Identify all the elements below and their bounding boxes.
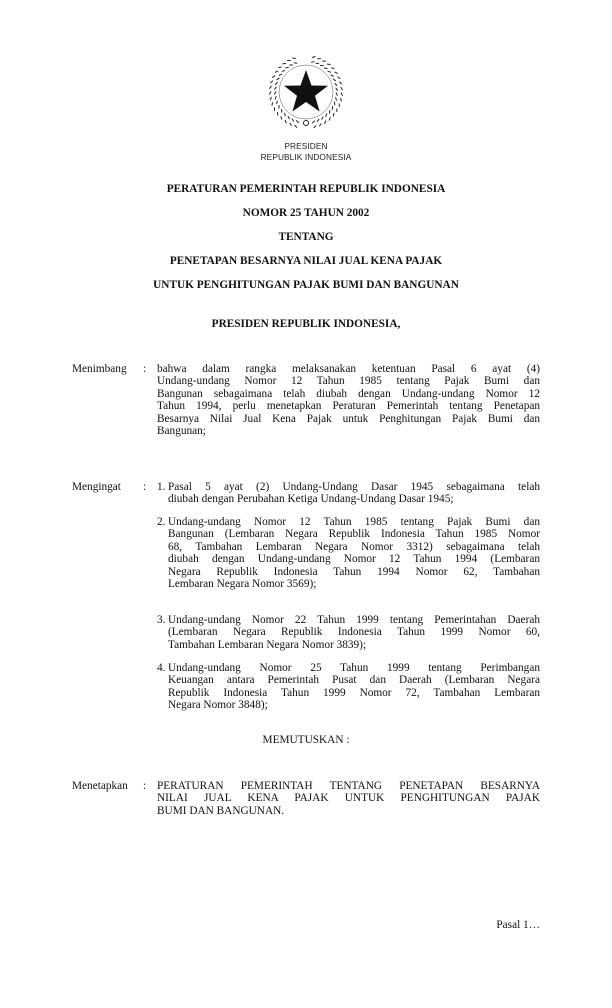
wreath-leaf bbox=[326, 114, 327, 117]
emblem-caption-republik: REPUBLIK INDONESIA bbox=[260, 152, 352, 162]
wreath-leaf bbox=[328, 71, 331, 72]
wreath-leaf bbox=[340, 98, 341, 101]
wreath-leaf bbox=[341, 87, 343, 90]
mengingat-item-2 bbox=[168, 516, 540, 590]
menimbang-label: Menimbang bbox=[72, 363, 127, 375]
wreath-leaf bbox=[277, 101, 278, 104]
text-line: Tahun 1994, perlu menetapkan Peraturan Pemerintah tentang Penetapan bbox=[157, 400, 540, 413]
text-line: diubah dengan Undang-undang Nomor 12 Tahun 1994 (Lembaran bbox=[168, 553, 540, 566]
wreath-leaf bbox=[296, 120, 298, 123]
text-line: Keuangan antara Pemerintah Pusat dan Daerah (Lembaran Negara bbox=[168, 674, 540, 687]
wreath-leaf bbox=[331, 75, 334, 77]
mengingat-item-3 bbox=[168, 614, 540, 651]
mengingat-item-1-number: 1. bbox=[157, 481, 166, 493]
memutuskan-heading: MEMUTUSKAN : bbox=[262, 734, 350, 746]
wreath-leaf bbox=[336, 88, 338, 91]
wreath-leaf bbox=[324, 68, 327, 69]
wreath-leaf bbox=[335, 83, 337, 86]
text-line: Lembaran Negara Nomor 3569); bbox=[168, 577, 317, 590]
mengingat-item-4-number: 4. bbox=[157, 662, 166, 674]
wreath-leaf bbox=[270, 97, 271, 100]
wreath-leaf bbox=[290, 123, 292, 126]
text-line: NILAI JUAL KENA PAJAK UNTUK PENGHITUNGAN PAJAK bbox=[157, 792, 540, 805]
menimbang-text bbox=[157, 363, 540, 437]
text-line: Negara Republik Indonesia Tahun 1994 Nomor 62, Tambahan bbox=[168, 565, 540, 578]
title-line-4: PENETAPAN BESARNYA NILAI JUAL KENA PAJAK bbox=[169, 255, 443, 267]
title-line-1: PERATURAN PEMERINTAH REPUBLIK INDONESIA bbox=[166, 183, 446, 195]
wreath-leaf bbox=[331, 68, 334, 69]
mengingat-item-1 bbox=[168, 481, 540, 506]
title-line-5: UNTUK PENGHITUNGAN PAJAK BUMI DAN BANGUNAN bbox=[153, 279, 459, 291]
text-line: Bangunan (Lembaran Negara Republik Indonesia Tahun 1985 Nomor bbox=[168, 528, 540, 541]
wreath-leaf bbox=[329, 110, 330, 113]
wreath-leaf bbox=[322, 117, 324, 120]
wreath-leaf bbox=[333, 79, 336, 81]
wreath-leaf bbox=[282, 70, 285, 71]
text-line: 68, Tambahan Lembaran Negara Nomor 3312) sebagaimana telah bbox=[168, 540, 540, 553]
text-line: diubah dengan Perubahan Ketiga Undang-Undang Dasar 1945; bbox=[168, 493, 454, 506]
wreath-leaf bbox=[336, 93, 338, 96]
mengingat-label: Mengingat bbox=[72, 481, 121, 493]
text-line: bahwa dalam rangka melaksanakan ketentuan Pasal 6 ayat (4) bbox=[157, 363, 540, 375]
menimbang-colon: : bbox=[143, 363, 147, 375]
mengingat-item-4 bbox=[168, 662, 540, 712]
text-line: BUMI DAN BANGUNAN. bbox=[157, 804, 285, 817]
wreath-leaf bbox=[335, 72, 338, 74]
wreath-leaf bbox=[292, 58, 295, 59]
wreath-leaf bbox=[339, 82, 341, 85]
menetapkan-colon: : bbox=[143, 780, 147, 792]
wreath-leaf bbox=[295, 125, 297, 128]
wreath-leaf bbox=[274, 91, 276, 94]
menetapkan-label: Menetapkan bbox=[72, 780, 128, 792]
wreath-leaf bbox=[274, 87, 276, 90]
mengingat-item-3-number: 3. bbox=[157, 614, 166, 626]
wreath-leaf bbox=[285, 120, 287, 123]
menetapkan-text bbox=[157, 780, 540, 817]
wreath-leaf bbox=[270, 81, 273, 83]
text-line: Bangunan; bbox=[157, 424, 206, 437]
wreath-leaf bbox=[269, 86, 271, 89]
text-line: Undang-undang Nomor 12 Tahun 1985 tentang Pajak Bumi dan bbox=[157, 375, 540, 388]
title-line-3: TENTANG bbox=[278, 231, 334, 243]
text-line: Undang-undang Nomor 25 Tahun 1999 tentang Perimbangan bbox=[168, 662, 540, 674]
text-line: (Lembaran Negara Republik Indonesia Tahun 1999 Nomor 60, bbox=[168, 626, 540, 639]
wreath-leaf bbox=[333, 113, 334, 116]
wreath-leaf bbox=[329, 117, 330, 120]
wreath-leaf bbox=[284, 113, 285, 116]
emblem-caption-presiden: PRESIDEN bbox=[284, 141, 328, 151]
text-line: Negara Nomor 3848); bbox=[168, 699, 268, 712]
president-heading: PRESIDEN REPUBLIK INDONESIA, bbox=[211, 318, 401, 330]
wreath-leaf bbox=[281, 116, 282, 119]
wreath-leaf bbox=[337, 77, 340, 79]
wreath-leaf bbox=[311, 61, 314, 62]
wreath-leaf bbox=[275, 71, 278, 73]
wreath-leaf bbox=[269, 91, 271, 94]
wreath-leaf bbox=[272, 102, 273, 105]
wreath-leaf bbox=[312, 121, 315, 123]
wreath-leaf bbox=[277, 78, 280, 80]
wreath-leaf bbox=[292, 118, 294, 121]
text-line: Republik Indonesia Tahun 1999 Nomor 72, Tambahan Lembaran bbox=[168, 686, 540, 699]
wreath-leaf bbox=[275, 96, 276, 99]
wreath-leaf bbox=[317, 119, 319, 122]
mengingat-item-2-number: 2. bbox=[157, 516, 166, 528]
wreath-leaf bbox=[341, 93, 343, 96]
wreath-leaf bbox=[327, 64, 330, 65]
text-line: Undang-undang Nomor 22 Tahun 1999 tentang Pemerintahan Daerah bbox=[168, 614, 540, 626]
wreath-leaf bbox=[294, 63, 297, 64]
wreath-leaf bbox=[319, 123, 321, 126]
wreath-leaf bbox=[288, 116, 290, 119]
title-line-2: NOMOR 25 TAHUN 2002 bbox=[242, 207, 370, 219]
wreath-leaf bbox=[312, 57, 315, 58]
text-line: Undang-undang Nomor 12 Tahun 1985 tentang Pajak Bumi dan bbox=[168, 516, 540, 528]
star-icon bbox=[284, 70, 328, 112]
next-page-indicator: Pasal 1… bbox=[496, 919, 540, 931]
text-line: Pasal 5 ayat (2) Undang-Undang Dasar 1945 sebagaimana telah bbox=[168, 481, 540, 493]
text-line: Bangunan sebagaimana telah diubah dengan Undang-undang Nomor 12 bbox=[157, 387, 540, 400]
text-line: PERATURAN PEMERINTAH TENTANG PENETAPAN BESARNYA bbox=[157, 780, 540, 792]
presidential-emblem bbox=[266, 52, 346, 132]
wreath-leaf bbox=[314, 125, 317, 127]
text-line: Besarnya Nilai Jual Kena Pajak untuk Penghitungan Pajak Bumi dan bbox=[157, 412, 540, 425]
text-line: Tambahan Lembaran Negara Nomor 3839); bbox=[168, 638, 367, 651]
wreath-leaf bbox=[272, 76, 275, 78]
wreath-leaf bbox=[324, 121, 326, 124]
wreath-leaf bbox=[278, 67, 281, 68]
wreath-leaf bbox=[275, 82, 278, 84]
wreath-leaf bbox=[336, 97, 337, 100]
mengingat-colon: : bbox=[143, 481, 147, 493]
wreath-leaf bbox=[279, 74, 282, 76]
